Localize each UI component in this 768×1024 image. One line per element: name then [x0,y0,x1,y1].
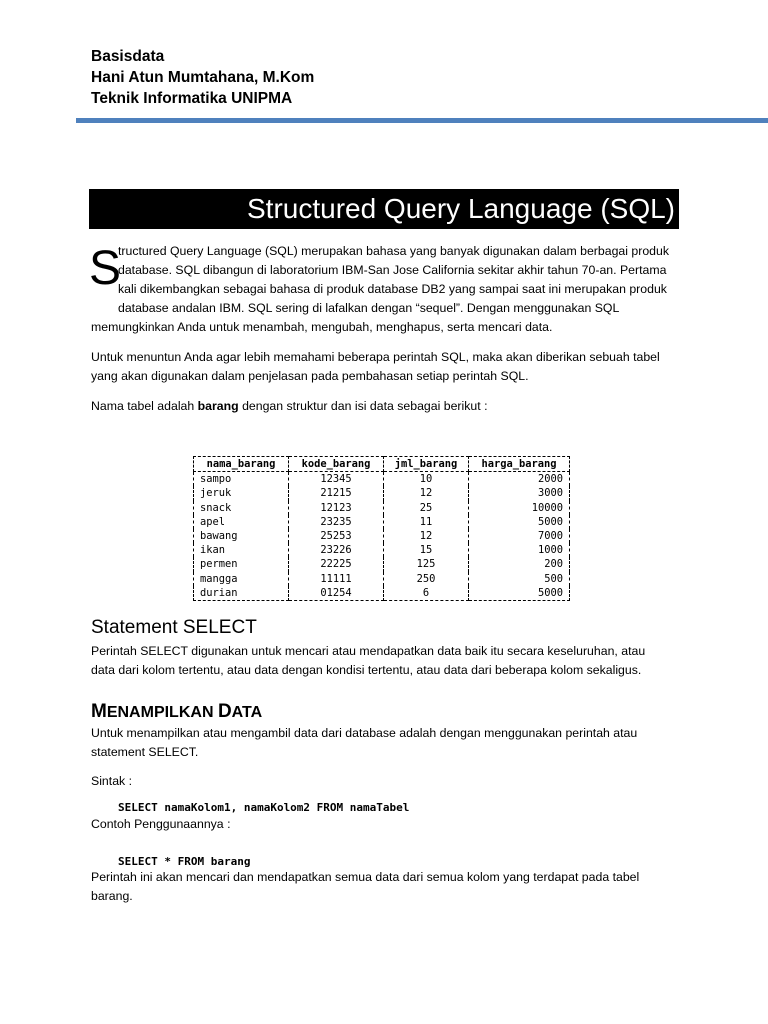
cell-nama: jeruk [194,486,289,500]
sintak-label: Sintak : [91,774,133,788]
cell-nama: ikan [194,543,289,557]
cell-kode: 01254 [289,586,384,601]
table-intro [91,397,681,416]
table-header-row [194,457,570,472]
cell-jml: 6 [384,586,469,601]
cell-jml: 12 [384,529,469,543]
col-header-nama: nama_barang [194,457,289,472]
header-rule [76,118,768,123]
table-intro-before: Nama tabel adalah [91,399,198,413]
col-header-kode: kode_barang [289,457,384,472]
sub-line-1: Untuk menampilkan atau mengambil data dari database adalah dengan menggunakan perintah atau [91,726,638,740]
final-line-2: barang. [91,889,133,903]
cell-harga: 3000 [469,486,570,500]
cell-nama: mangga [194,572,289,586]
department: Teknik Informatika UNIPMA [91,90,293,107]
cell-nama: apel [194,515,289,529]
cell-jml: 15 [384,543,469,557]
final-line-1: Perintah ini akan mencari dan mendapatkan semua data dari semua kolom yang terdapat pada tabel [91,870,640,884]
cell-kode: 21215 [289,486,384,500]
table-row [194,586,570,601]
cell-nama: durian [194,586,289,601]
table-row [194,572,570,586]
col-header-jml: jml_barang [384,457,469,472]
heading-cap-m: M [91,701,107,722]
table-row [194,486,570,500]
contoh-label: Contoh Penggunaannya : [91,817,231,831]
para2-line-1: Untuk menuntun Anda agar lebih memahami beberapa perintah SQL, maka akan diberikan sebuah tabel [91,350,660,364]
author-name: Hani Atun Mumtahana, M.Kom [91,69,315,86]
cell-harga: 10000 [469,501,570,515]
cell-nama: bawang [194,529,289,543]
cell-jml: 250 [384,572,469,586]
cell-kode: 25253 [289,529,384,543]
col-header-harga: harga_barang [469,457,570,472]
cell-nama: permen [194,557,289,571]
cell-nama: snack [194,501,289,515]
cell-kode: 12345 [289,472,384,487]
cell-kode: 23226 [289,543,384,557]
heading-rest-2: ATA [231,704,263,721]
intro-line-1: tructured Query Language (SQL) merupakan bahasa yang banyak digunakan dalam berbagai produk [118,244,669,258]
cell-kode: 22225 [289,557,384,571]
cell-jml: 125 [384,557,469,571]
drop-cap: S [89,242,122,295]
cell-harga: 7000 [469,529,570,543]
document-header [91,46,314,109]
intro-line-3: kali dikembangkan sebagai bahasa di produk database DB2 yang sampai saat ini merupakan produk [118,282,667,296]
table-row [194,557,570,571]
heading-rest-1: ENAMPILKAN [106,704,218,721]
table-intro-after: dengan struktur dan isi data sebagai berikut : [238,399,488,413]
cell-harga: 500 [469,572,570,586]
cell-harga: 1000 [469,543,570,557]
statement-line-2: data dari kolom tertentu, atau data dengan kondisi tertentu, atau data dari beberapa kolom sekaligus. [91,663,642,677]
cell-harga: 5000 [469,586,570,601]
cell-nama: sampo [194,472,289,487]
table-row [194,529,570,543]
menampilkan-data-heading [91,702,262,723]
table-row [194,515,570,529]
course-title: Basisdata [91,48,165,65]
intro-line-5: memungkinkan Anda untuk menambah, mengubah, menghapus, serta mencari data. [91,320,553,334]
para2-line-2: yang akan digunakan dalam penjelasan pada pembahasan setiap perintah SQL. [91,369,529,383]
sintak-code: SELECT namaKolom1, namaKolom2 FROM namaTabel [118,801,410,814]
cell-jml: 11 [384,515,469,529]
barang-table [193,456,570,601]
cell-jml: 25 [384,501,469,515]
table-row [194,472,570,487]
cell-harga: 2000 [469,472,570,487]
cell-jml: 10 [384,472,469,487]
intro-line-4: database andalan IBM. SQL sering di lafalkan dengan “sequel”. Dengan menggunakan SQL [118,301,620,315]
table-name: barang [197,399,239,413]
statement-line-1: Perintah SELECT digunakan untuk mencari atau mendapatkan data baik itu secara keseluruhan, atau [91,644,646,658]
statement-select-heading: Statement SELECT [91,617,257,638]
cell-kode: 12123 [289,501,384,515]
contoh-code: SELECT * FROM barang [118,855,251,868]
heading-cap-d: D [217,701,232,722]
cell-kode: 23235 [289,515,384,529]
cell-harga: 200 [469,557,570,571]
chapter-title: Structured Query Language (SQL) [89,189,679,229]
table-row [194,501,570,515]
intro-line-2: database. SQL dibangun di laboratorium IBM-San Jose California sekitar akhir tahun 70-an. Pertama [118,263,667,277]
cell-jml: 12 [384,486,469,500]
cell-harga: 5000 [469,515,570,529]
table-row [194,543,570,557]
cell-kode: 11111 [289,572,384,586]
sub-line-2: statement SELECT. [91,745,199,759]
